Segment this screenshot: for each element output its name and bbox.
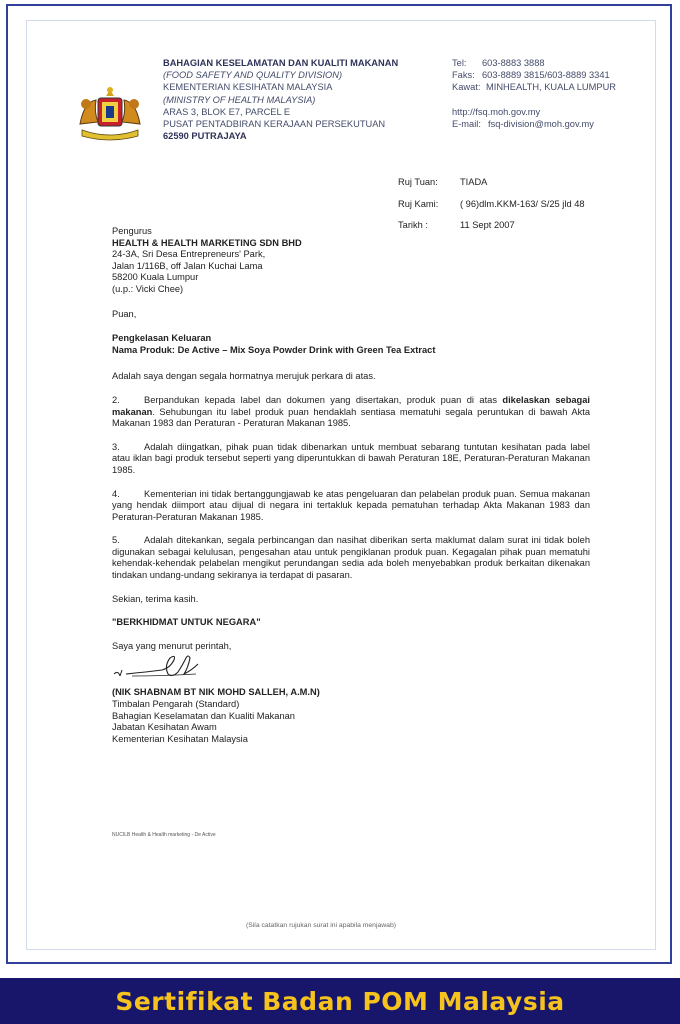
website-link[interactable]: http://fsq.moh.gov.my <box>452 106 541 117</box>
caption-banner <box>0 978 680 1024</box>
fax-label: Faks: <box>452 70 475 81</box>
email-link[interactable]: fsq-division@moh.gov.my <box>488 118 594 129</box>
signatory-line: Bahagian Keselamatan dan Kualiti Makanan <box>112 710 295 721</box>
addressee-attention: (u.p.: Vicki Chee) <box>112 283 184 294</box>
wire-label: Kawat: <box>452 82 481 93</box>
paragraph-number: 4. <box>112 488 120 499</box>
obedient-line: Saya yang menurut perintah, <box>112 640 232 651</box>
addressee-company: HEALTH & HEALTH MARKETING SDN BHD <box>112 237 302 248</box>
paragraph-number: 3. <box>112 441 120 452</box>
handwritten-signature <box>112 654 222 684</box>
file-footnote: NUCILB Health & Health marketing - De Active <box>112 832 216 838</box>
paragraph-5-text: Adalah ditekankan, segala perbincangan dan nasihat diberikan serta maklumat dalam surat ini tidak boleh digunakan sebagai kelulusan, pengesahan atau untuk pengiklanan produk puan. Kegagalan pihak puan mematuhi kehendak-kehendak pelabelan mengikut perundangan sedia ada boleh menyebabkan produk berkaitan dikenakan tindakan undang-undang sekiranya ia terdapat di pasaran. <box>112 535 590 581</box>
addressee-title: Pengurus <box>112 226 152 236</box>
signatory-name: (NIK SHABNAM BT NIK MOHD SALLEH, A.M.N) <box>112 687 320 698</box>
signatory-title: Timbalan Pengarah (Standard) <box>112 699 240 710</box>
paragraph-3 <box>112 442 590 477</box>
caption-text: Sertifikat Badan POM Malaysia <box>115 986 565 1016</box>
closing-line: Sekian, terima kasih. <box>112 593 199 604</box>
paragraph-1: Adalah saya dengan segala hormatnya merujuk perkara di atas. <box>112 371 376 382</box>
signatory-line: Jabatan Kesihatan Awam <box>112 722 217 733</box>
email-label: E-mail: <box>452 118 481 129</box>
date-value: 11 Sept 2007 <box>460 220 515 230</box>
salutation: Puan, <box>112 308 137 319</box>
tel-label: Tel: <box>452 58 467 68</box>
signatory-line: Kementerian Kesihatan Malaysia <box>112 733 248 744</box>
division-name: BAHAGIAN KESELAMATAN DAN KUALITI MAKANAN <box>163 58 399 68</box>
tel-number: 603-8883 3888 <box>482 58 545 68</box>
organisation-header <box>163 57 398 142</box>
paragraph-3-text: Adalah diingatkan, pihak puan tidak dibenarkan untuk membuat sebarang tuntutan kesihatan pada label atau iklan bagi produk tersebut seperti yang diperuntukkan di bawah Peraturan 18E, Peraturan-Peraturan Makanan 1985. <box>112 441 590 475</box>
paragraph-5 <box>112 535 590 581</box>
our-ref-value: ( 96)dlm.KKM-163/ S/25 jld 48 <box>460 198 585 209</box>
ministry-name-english: (MINISTRY OF HEALTH MALAYSIA) <box>163 94 316 105</box>
fax-number: 603-8889 3815/603-8889 3341 <box>482 70 610 81</box>
wire-address: MINHEALTH, KUALA LUMPUR <box>486 82 617 93</box>
paragraph-number: 5. <box>112 535 120 546</box>
letter-body <box>112 226 590 745</box>
ministry-name: KEMENTERIAN KESIHATAN MALAYSIA <box>163 82 333 93</box>
reply-reference-note: (Sila catatkan rujukan surat ini apabila menjawab) <box>246 922 396 929</box>
classification-text: dikelaskan sebagai makanan <box>112 394 590 417</box>
subject-line: Pengkelasan Keluaran <box>112 333 212 344</box>
your-ref-value: TIADA <box>460 177 488 187</box>
postcode-city: 62590 PUTRAJAYA <box>163 131 247 142</box>
address-line: PUSAT PENTADBIRAN KERAJAAN PERSEKUTUAN <box>163 119 386 130</box>
product-name-line: Nama Produk: De Active – Mix Soya Powder Drink with Green Tea Extract <box>112 344 436 355</box>
paragraph-number: 2. <box>112 394 120 405</box>
address-line: ARAS 3, BLOK E7, PARCEL E <box>163 106 291 117</box>
contact-block <box>452 57 616 130</box>
paragraph-4-text: Kementerian ini tidak bertanggungjawab ke atas pengeluaran dan pelabelan produk puan. Semua makanan yang hendak diimport atau dijual di negara ini tertakluk kepada pematuhan terhadap Akta Makanan 1983 dan Peraturan-Peraturan Makanan 1985. <box>112 488 590 522</box>
malaysia-coat-of-arms-icon <box>70 84 150 144</box>
our-ref-label: Ruj Kami: <box>398 198 439 209</box>
addressee-line: Jalan 1/116B, off Jalan Kuchai Lama <box>112 260 263 271</box>
addressee-line: 24-3A, Sri Desa Entrepreneurs' Park, <box>112 249 266 260</box>
paragraph-2-text: Berpandukan kepada label dan dokumen yang disertakan, produk puan di atas <box>144 394 503 405</box>
addressee-block <box>112 226 590 296</box>
paragraph-4 <box>112 489 590 524</box>
division-name-english: (FOOD SAFETY AND QUALITY DIVISION) <box>163 70 343 81</box>
date-label: Tarikh : <box>398 220 428 230</box>
motto: "BERKHIDMAT UNTUK NEGARA" <box>112 617 261 628</box>
addressee-line: 58200 Kuala Lumpur <box>112 272 199 283</box>
paragraph-2 <box>112 395 590 430</box>
paragraph-2-text-cont: . Sehubungan itu label produk puan hendaklah sentiasa mematuhi segala peruntukan di bawah Akta Makanan 1983 dan Peraturan - Peraturan Makanan 1985. <box>112 406 590 429</box>
signature-area <box>112 654 590 684</box>
your-ref-label: Ruj Tuan: <box>398 177 438 187</box>
